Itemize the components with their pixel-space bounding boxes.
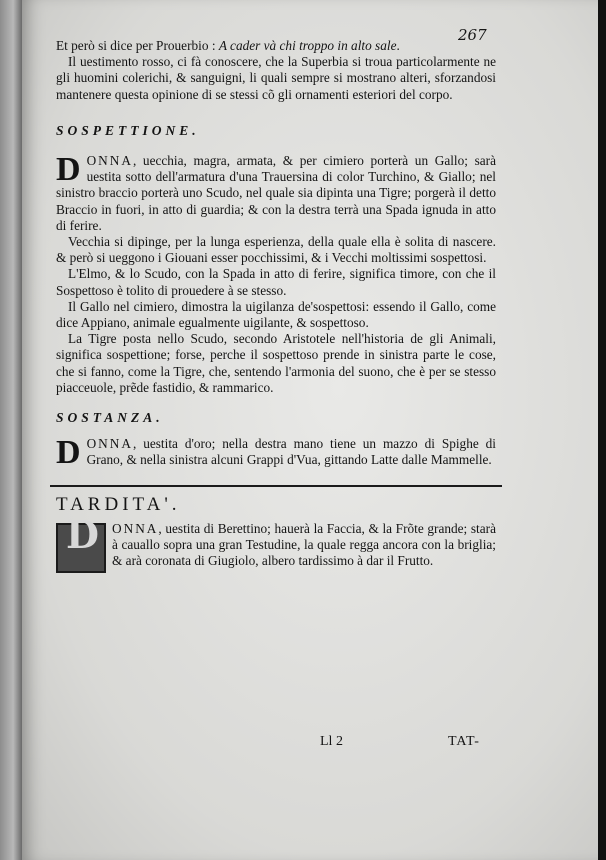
intro-text: , uestita di Berettino; hauerà la Faccia, & la Frõte grande; starà à cauallo sopra una gran Testudine, la quale regga ancora con la briglia; & arà coronata di Giugiolo, albero tardissimo à dar il Frutto. bbox=[112, 520, 496, 569]
paragraph: L'Elmo, & lo Scudo, con la Spada in atto di ferire, significa timore, con che il Sospettoso è tolito di prouedere à se stesso. bbox=[56, 266, 496, 298]
intro-text: , uecchia, magra, armata, & per cimiero porterà un Gallo; sarà uestita sotto dell'armatura d'una Trauersina di color Turchino, & Giallo; nel sinistro braccio porterà uno Scudo, nel quale sia dipinta una Tigre; porgerà il detto Braccio in fuori, in atto di guardia; & con la destra terrà una Spada ignuda in atto di ferire. bbox=[56, 153, 496, 233]
signature-mark: Ll 2 bbox=[320, 734, 343, 749]
section-intro-sostanza bbox=[56, 434, 496, 472]
decorated-initial bbox=[56, 511, 106, 573]
right-page-edge bbox=[598, 0, 606, 860]
paragraph: La Tigre posta nello Scudo, secondo Aristotele nell'historia de gli Animali, significa sospettione; forse, perche il sospettoso prende in sinistra parte le cose, che si fanno, come la Tigre, che, sentendo l'armonia del suono, che è per se stesso piacceuole, prẽde fastidio, & rammarico. bbox=[56, 331, 496, 395]
paragraph: Vecchia si dipinge, per la lunga esperienza, della quale ella è solita di nascere. & però si ueggono i Giouani esser pocchissimi, & i Vecchi moltissimi sospettosi. bbox=[56, 234, 496, 266]
lead-word: ONNA bbox=[112, 520, 159, 536]
initial-letter: D bbox=[66, 511, 99, 557]
opening-line bbox=[56, 38, 496, 54]
section-heading-tardita: TARDITA'. bbox=[56, 493, 181, 515]
page-number: 267 bbox=[458, 26, 487, 44]
lead-word: ONNA bbox=[86, 436, 133, 452]
book-page bbox=[22, 0, 598, 860]
lead-word: ONNA bbox=[86, 153, 133, 169]
opening-paragraph: Il uestimento rosso, ci fà conoscere, che la Superbia si troua particolarmente ne gli huomini colerichi, & sanguigni, li quali sempre si mostrano alteri, sforzandosi mantenere questa opinione di se stessi cõ gli ornamenti esteriori del corpo. bbox=[56, 54, 496, 102]
section-intro-sospettione bbox=[56, 153, 496, 234]
divider-rule bbox=[50, 485, 502, 487]
proverb-lead: Et però si dice per Prouerbio : bbox=[56, 38, 219, 53]
section-heading-sospettione: SOSPETTIONE. bbox=[56, 122, 200, 138]
paragraph: Il Gallo nel cimiero, dimostra la uigilanza de'sospettosi: essendo il Gallo, come dice Appiano, animale egualmente uigilante, & sospettoso. bbox=[56, 298, 496, 331]
section-intro-tardita bbox=[56, 511, 496, 570]
proverb-text: A cader và chi troppo in alto sale bbox=[218, 38, 397, 53]
section-heading-sostanza: SOSTANZA. bbox=[56, 410, 164, 426]
catchword: TAT- bbox=[448, 734, 480, 749]
drop-cap: D bbox=[56, 151, 81, 189]
proverb-end: . bbox=[396, 38, 400, 53]
drop-cap: D bbox=[56, 434, 81, 472]
page-text bbox=[56, 38, 496, 573]
intro-text: , uestita d'oro; nella destra mano tiene un mazzo di Spighe di Grano, & nella sinistra alcuni Grappi d'Vua, gittando Latte dalle Mammelle. bbox=[86, 436, 496, 468]
left-page-edge bbox=[0, 0, 22, 860]
